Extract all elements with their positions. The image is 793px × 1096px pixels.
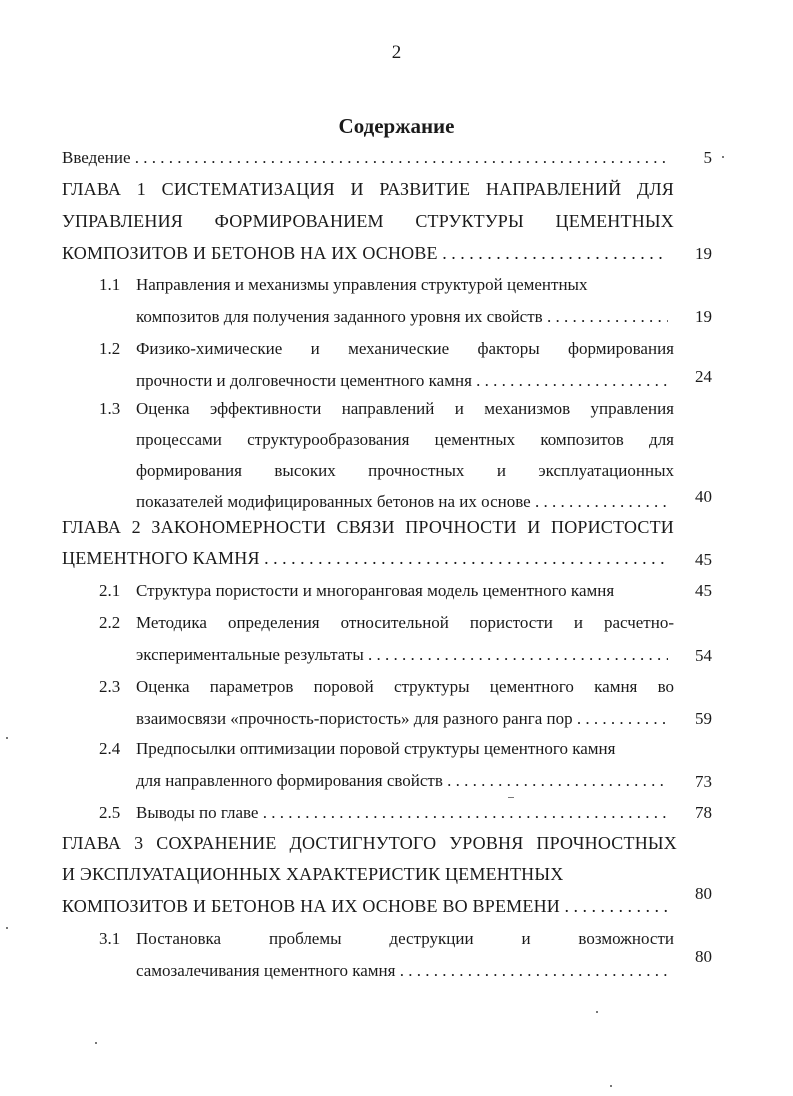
toc-section-2-3-line-1: Оценка параметров поровой структуры цементного камня во <box>136 677 674 696</box>
toc-section-2-5-line-1: Выводы по главе . . . <box>136 802 668 824</box>
toc-page-ch2: 45 <box>695 550 712 569</box>
toc-section-1-3-line-4: показателей модифицированных бетонов на их основе . . . <box>136 491 668 513</box>
toc-page-1-1: 19 <box>695 307 712 326</box>
toc-section-2-1-line-1: Структура пористости и многоранговая модель цементного камня <box>136 581 615 600</box>
toc-section-number: 1.1 <box>99 275 121 294</box>
toc-section-1-1-line-2: композитов для получения заданного уровня их свойств . . . <box>136 306 668 328</box>
toc-section-1-1-line-1: Направления и механизмы управления структурой цементных <box>136 275 588 294</box>
toc-section-1-2-line-1: Физико-химические и механические факторы формирования <box>136 339 674 358</box>
toc-section-number: 2.2 <box>99 613 121 632</box>
toc-chapter-2-line-2: ЦЕМЕНТНОГО КАМНЯ . . . <box>62 547 668 569</box>
toc-chapter-3-line-3: КОМПОЗИТОВ И БЕТОНОВ НА ИХ ОСНОВЕ ВО ВРЕМЕНИ . . . <box>62 895 668 917</box>
toc-page-intro: 5 <box>703 148 712 167</box>
toc-page-1-3: 40 <box>695 487 712 506</box>
toc-page-2-3: 59 <box>695 709 712 728</box>
toc-section-3-1-line-1: Постановка проблемы деструкции и возможности <box>136 929 674 948</box>
toc-chapter-1-line-2: УПРАВЛЕНИЯ ФОРМИРОВАНИЕМ СТРУКТУРЫ ЦЕМЕНТНЫХ <box>62 211 674 231</box>
toc-page-2-5: 78 <box>695 803 712 822</box>
toc-section-number: 2.1 <box>99 581 121 600</box>
toc-section-1-3-line-1: Оценка эффективности направлений и механизмов управления <box>136 399 674 418</box>
toc-section-number: 2.5 <box>99 803 121 822</box>
toc-section-number: 2.3 <box>99 677 121 696</box>
toc-section-1-2-line-2: прочности и долговечности цементного камня . . . <box>136 370 668 392</box>
toc-page-2-2: 54 <box>695 646 712 665</box>
toc-section-number: 3.1 <box>99 929 121 948</box>
toc-page-2-1: 45 <box>695 581 712 600</box>
toc-chapter-3-line-1: ГЛАВА 3 СОХРАНЕНИЕ ДОСТИГНУТОГО УРОВНЯ ПРОЧНОСТНЫХ <box>62 833 677 853</box>
toc-chapter-1-line-1: ГЛАВА 1 СИСТЕМАТИЗАЦИЯ И РАЗВИТИЕ НАПРАВЛЕНИЙ ДЛЯ <box>62 179 674 199</box>
toc-section-2-4-line-2: для направленного формирования свойств . . . <box>136 770 668 792</box>
page-number: 2 <box>391 42 402 63</box>
toc-page-3-1: 80 <box>695 947 712 966</box>
toc-section-1-3-line-3: формирования высоких прочностных и эксплуатационных <box>136 461 674 480</box>
toc-section-2-4-line-1: Предпосылки оптимизации поровой структуры цементного камня <box>136 739 616 758</box>
toc-section-number: 2.4 <box>99 739 121 758</box>
toc-chapter-1-line-3: КОМПОЗИТОВ И БЕТОНОВ НА ИХ ОСНОВЕ . . . <box>62 242 668 264</box>
toc-section-2-2-line-1: Методика определения относительной пористости и расчетно- <box>136 613 674 632</box>
toc-section-3-1-line-2: самозалечивания цементного камня . . . <box>136 960 668 982</box>
toc-page-2-4: 73 <box>695 772 712 791</box>
toc-chapter-2-line-1: ГЛАВА 2 ЗАКОНОМЕРНОСТИ СВЯЗИ ПРОЧНОСТИ И ПОРИСТОСТИ <box>62 517 674 537</box>
toc-page-ch3: 80 <box>695 884 712 903</box>
toc-section-number: 1.3 <box>99 399 121 418</box>
toc-section-2-2-line-2: экспериментальные результаты . . . <box>136 644 668 666</box>
toc-entry-intro: Введение . . . <box>62 147 668 169</box>
toc-section-number: 1.2 <box>99 339 121 358</box>
toc-page-1-2: 24 <box>695 367 712 386</box>
toc-section-2-3-line-2: взаимосвязи «прочность-пористость» для разного ранга пор . . . <box>136 708 668 730</box>
toc-page-ch1: 19 <box>695 244 712 263</box>
toc-chapter-3-line-2: И ЭКСПЛУАТАЦИОННЫХ ХАРАКТЕРИСТИК ЦЕМЕНТНЫХ <box>62 864 564 884</box>
page-title: Содержание <box>338 114 455 138</box>
toc-section-1-3-line-2: процессами структурообразования цементных композитов для <box>136 430 674 449</box>
